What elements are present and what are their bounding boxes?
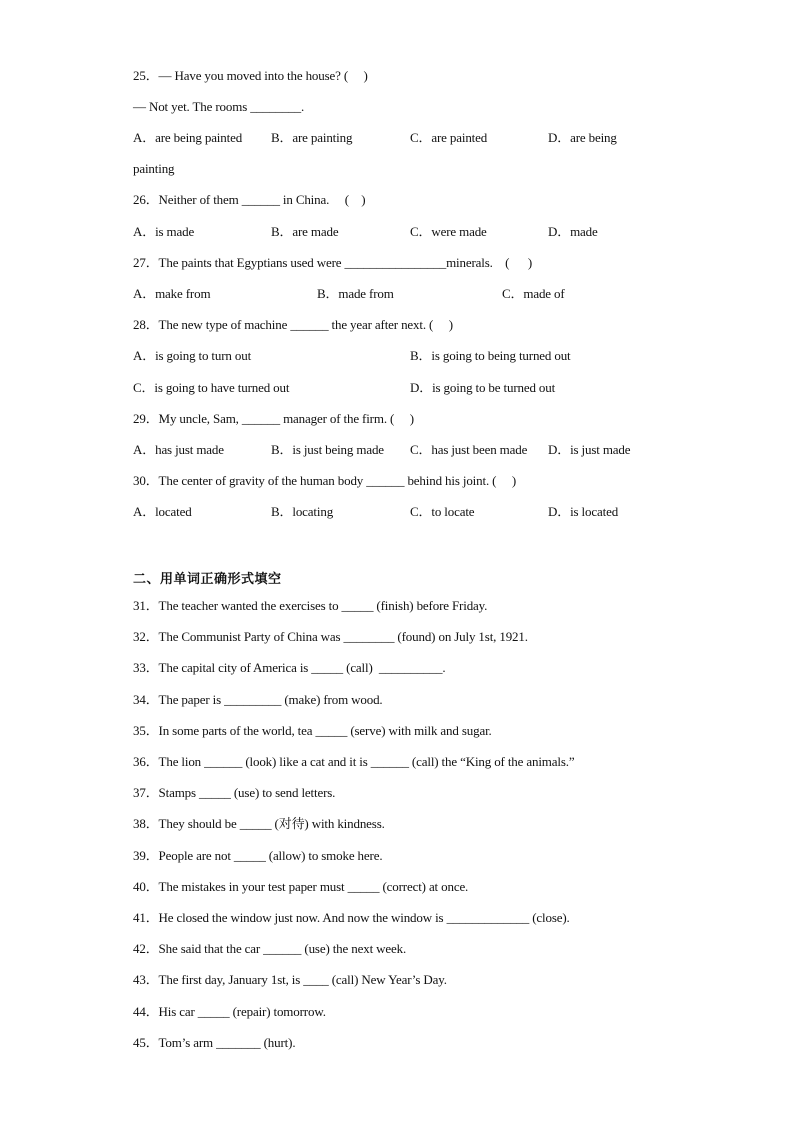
question-27-option-c: C．made of: [502, 286, 565, 301]
fill-question-34: 34．The paper is _________ (make) from wood.: [133, 692, 383, 707]
fill-question-33: 33．The capital city of America is _____ (call) __________.: [133, 660, 446, 675]
section-2-title: 二、用单词正确形式填空: [133, 572, 282, 587]
fill-question-45: 45．Tom’s arm _______ (hurt).: [133, 1035, 296, 1050]
question-29-stem: 29．My uncle, Sam, ______ manager of the firm. ( ): [133, 411, 414, 426]
fill-question-40: 40．The mistakes in your test paper must _____ (correct) at once.: [133, 879, 469, 894]
question-25-reply: — Not yet. The rooms ________.: [133, 99, 305, 114]
fill-question-36: 36．The lion ______ (look) like a cat and it is ______ (call) the “King of the animals.”: [133, 754, 575, 769]
question-28-stem: 28．The new type of machine ______ the year after next. ( ): [133, 317, 453, 332]
question-26-option-a: A．is made: [133, 224, 195, 239]
fill-question-43: 43．The first day, January 1st, is ____ (call) New Year’s Day.: [133, 972, 447, 987]
question-29-option-a: A．has just made: [133, 442, 224, 457]
question-29-option-b: B．is just being made: [271, 442, 384, 457]
question-30-option-d: D．is located: [548, 504, 619, 519]
question-30-option-c: C．to locate: [410, 504, 475, 519]
question-28-option-a: A．is going to turn out: [133, 348, 252, 363]
question-26-option-b: B．are made: [271, 224, 339, 239]
question-28-option-d: D．is going to be turned out: [410, 380, 556, 395]
question-26-stem: 26．Neither of them ______ in China. ( ): [133, 192, 366, 207]
question-29-option-d: D．is just made: [548, 442, 631, 457]
fill-question-44: 44．His car _____ (repair) tomorrow.: [133, 1004, 326, 1019]
question-27-option-a: A．make from: [133, 286, 211, 301]
question-28-option-b: B．is going to being turned out: [410, 348, 571, 363]
question-27-stem: 27．The paints that Egyptians used were ________________minerals. ( ): [133, 255, 533, 270]
fill-question-32: 32．The Communist Party of China was ________ (found) on July 1st, 1921.: [133, 629, 528, 644]
question-30-stem: 30．The center of gravity of the human body ______ behind his joint. ( ): [133, 473, 517, 488]
fill-question-39: 39．People are not _____ (allow) to smoke here.: [133, 848, 383, 863]
question-29-option-c: C．has just been made: [410, 442, 528, 457]
fill-question-42: 42．She said that the car ______ (use) the next week.: [133, 941, 407, 956]
question-25-option-d: D．are being: [548, 130, 617, 145]
fill-question-31: 31．The teacher wanted the exercises to _____ (finish) before Friday.: [133, 598, 488, 613]
question-25-option-d-continued: painting: [133, 161, 175, 176]
question-30-option-a: A．located: [133, 504, 192, 519]
question-25-stem: 25．— Have you moved into the house? ( ): [133, 68, 368, 83]
question-27-option-b: B．made from: [317, 286, 394, 301]
question-25-option-a: A．are being painted: [133, 130, 243, 145]
question-26-option-c: C．were made: [410, 224, 487, 239]
fill-question-37: 37．Stamps _____ (use) to send letters.: [133, 785, 336, 800]
fill-question-41: 41．He closed the window just now. And now the window is _____________ (close).: [133, 910, 570, 925]
question-26-option-d: D．made: [548, 224, 598, 239]
fill-question-38: 38．They should be _____ (对待) with kindness.: [133, 816, 385, 831]
question-28-option-c: C．is going to have turned out: [133, 380, 290, 395]
question-30-option-b: B．locating: [271, 504, 334, 519]
question-25-option-b: B．are painting: [271, 130, 353, 145]
question-25-option-c: C．are painted: [410, 130, 488, 145]
fill-question-35: 35．In some parts of the world, tea _____ (serve) with milk and sugar.: [133, 723, 492, 738]
